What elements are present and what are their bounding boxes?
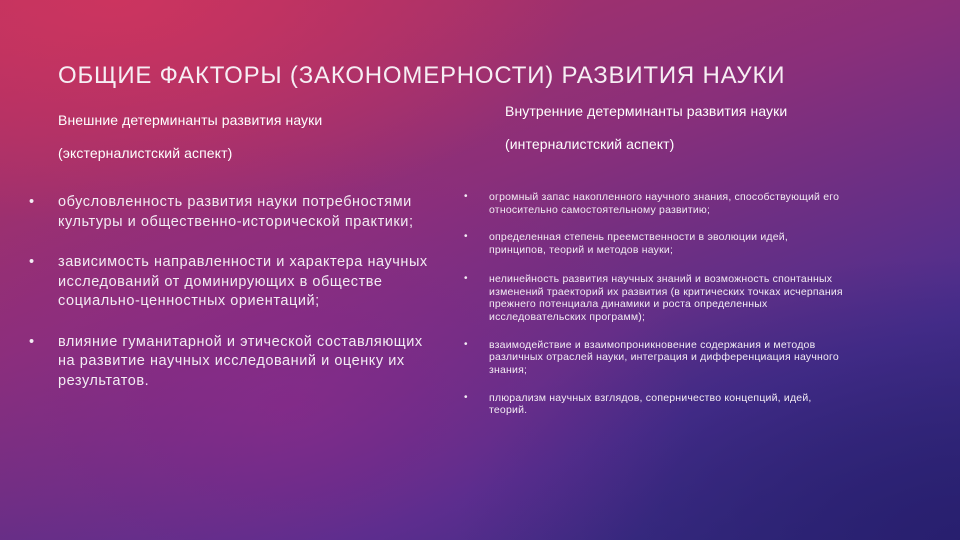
slide-title: ОБЩИЕ ФАКТОРЫ (ЗАКОНОМЕРНОСТИ) РАЗВИТИЯ НАУКИ	[58, 62, 786, 89]
list-item	[464, 339, 844, 377]
list-item-text: огромный запас накопленного научного знания, способствующий его относительно самостоятельному развитию;	[489, 191, 840, 216]
external-subheading: (экстерналистский аспект)	[58, 145, 233, 161]
list-item	[464, 231, 844, 256]
bullet-icon: •	[464, 391, 468, 403]
bullet-icon: •	[464, 272, 468, 284]
bullet-icon: •	[464, 231, 468, 243]
bullet-icon: •	[464, 338, 468, 350]
list-item	[28, 253, 428, 312]
internal-heading: Внутренние детерминанты развития науки	[505, 103, 788, 119]
list-item-text: обусловленность развития науки потребностями культуры и общественно-исторической практики;	[58, 194, 414, 230]
internal-subheading: (интерналистский аспект)	[505, 136, 675, 152]
list-item-text: влияние гуманитарной и этической составляющих на развитие научных исследований и оценку их результатов.	[58, 333, 423, 389]
bullet-icon: •	[29, 333, 35, 350]
list-item	[28, 193, 428, 232]
bullet-icon: •	[464, 191, 468, 202]
list-item-text: зависимость направленности и характера научных исследований от доминирующих в обществе социально-ценностных ориентаций;	[58, 254, 428, 309]
external-heading: Внешние детерминанты развития науки	[58, 112, 323, 128]
list-item-text: взаимодействие и взаимопроникновение содержания и методов различных отраслей науки, интеграция и дифференциация научного знания;	[489, 338, 839, 377]
list-item-text: плюрализм научных взглядов, соперничество концепций, идей, теорий.	[489, 391, 812, 417]
list-item	[464, 273, 844, 324]
list-item-text: определенная степень преемственности в эволюции идей, принципов, теорий и методов науки;	[489, 231, 788, 257]
list-item	[464, 191, 844, 216]
external-factors-list	[28, 193, 428, 412]
bullet-icon: •	[29, 254, 35, 270]
list-item-text: нелинейность развития научных знаний и возможность спонтанных изменений траекторий их развития (в критических точках исчерпания прежнего потенциала динамики и роста определенных исследовательских программ);	[489, 272, 843, 323]
bullet-icon: •	[29, 194, 35, 210]
internal-factors-list	[464, 191, 844, 417]
list-item	[464, 392, 844, 417]
list-item	[28, 333, 428, 392]
